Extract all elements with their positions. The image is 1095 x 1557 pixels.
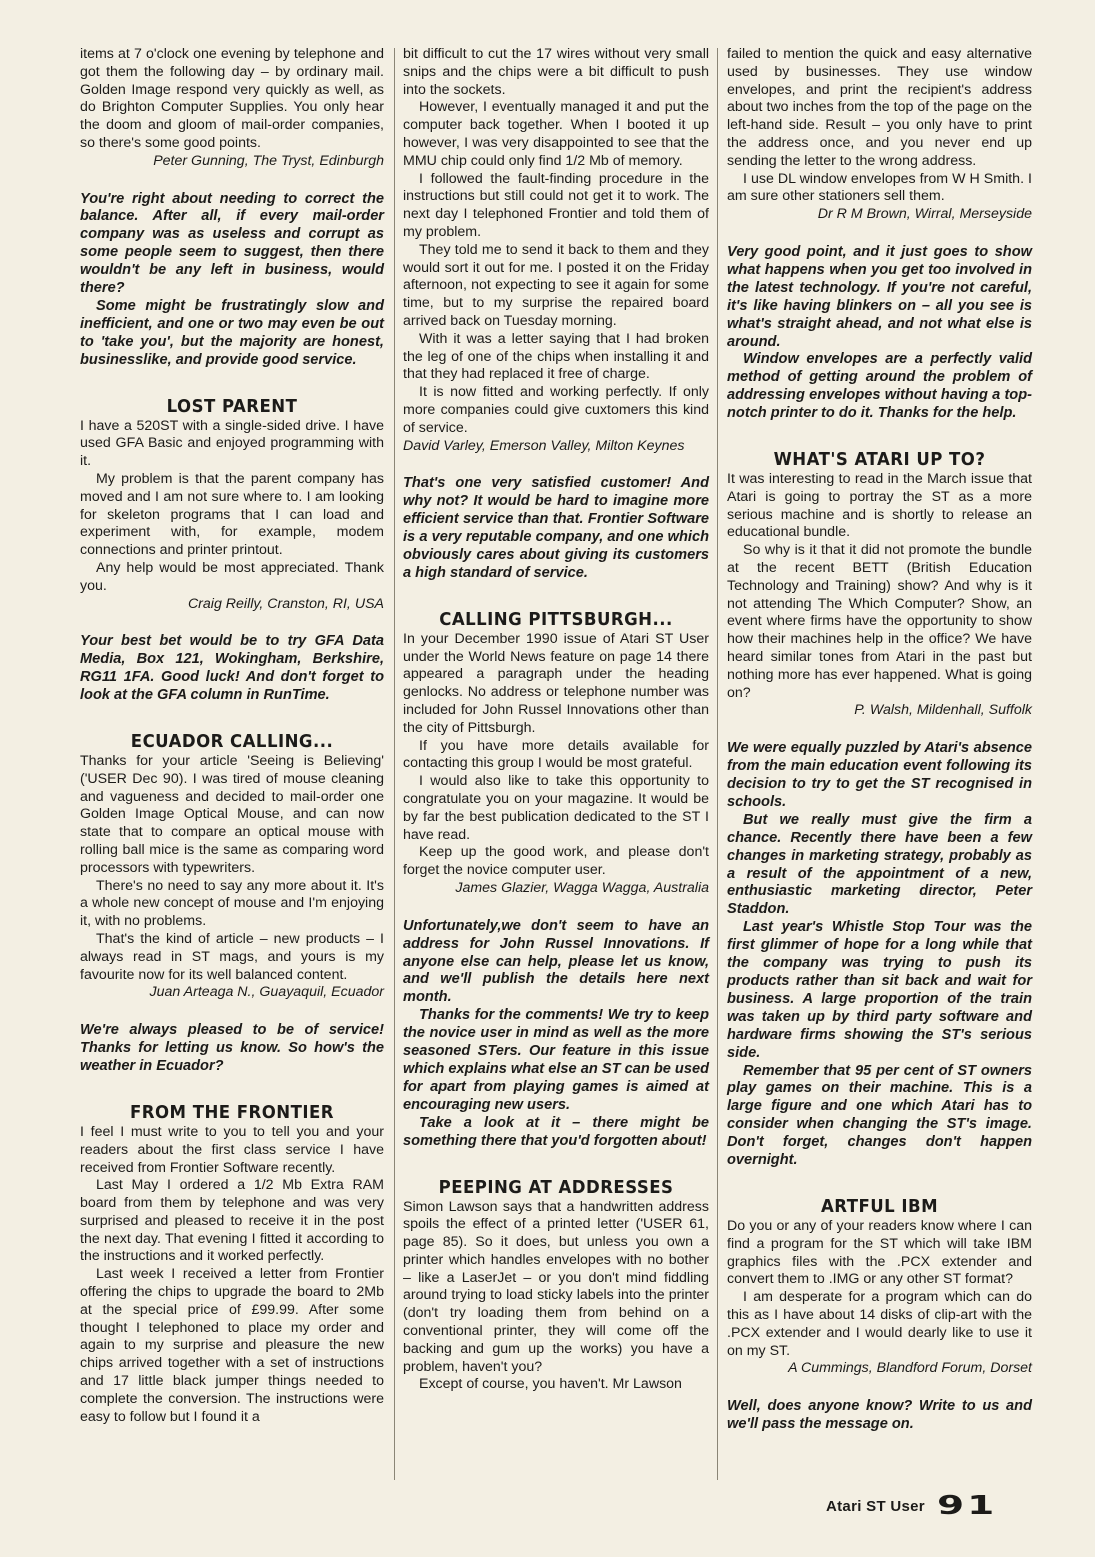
section-heading-atari: WHAT'S ATARI UP TO? (773, 449, 986, 471)
letter-paragraph: I followed the fault-finding procedure in the instructions but still could not get it to work. The next day I telephoned Frontier and told them of my problem. (403, 170, 709, 240)
column-rule (394, 48, 395, 1480)
editor-reply: That's one very satisfied customer! And why not? It would be hard to imagine more efficient service than that. Frontier Software is a very reputable company, and one which obviously cares about giving its customers a high standard of service. (403, 475, 709, 581)
letter-signature: Craig Reilly, Cranston, RI, USA (187, 595, 384, 612)
letter-paragraph: That's the kind of article – new products – I always read in ST mags, and yours is my favourite now for its well balanced content. (80, 931, 384, 983)
page-number: 91 (936, 1491, 998, 1521)
letter-paragraph: I am desperate for a program which can do this as I have about 14 disks of clip-art with the .PCX extender and I would dearly like to use it on my ST. (727, 1289, 1032, 1359)
section-heading-ecuador: ECUADOR CALLING... (130, 731, 334, 753)
letter-paragraph: However, I eventually managed it and put the computer back together. When I booted it up however, I was very disappointed to see that the MMU chip could only find 1/2 Mb of memory. (403, 99, 709, 169)
letter-paragraph: Thanks for your article 'Seeing is Believing' ('USER Dec 90). I was tired of mouse cleaning and vagueness and decided to mail-order one Golden Image Optical Mouse, and can now state that to compare an optical mouse with rolling ball mice is the same as comparing word processors with typewriters. (80, 753, 384, 876)
letter-paragraph: items at 7 o'clock one evening by telephone and got them the following day – by ordinary mail. Golden Image respond very quickly as well, as do Brighton Computer Supplies. You only hear the doom and gloom of mail-order companies, so there's some good points. (80, 46, 384, 151)
editor-reply: You're right about needing to correct the balance. After all, if every mail-order company was as useless and corrupt as some people seem to suggest, then there wouldn't be any left in business, would there? (80, 190, 384, 297)
letter-paragraph: Any help would be most appreciated. Thank you. (80, 560, 384, 594)
editor-reply: Very good point, and it just goes to show what happens when you get too involved in the latest technology. If you're not careful, it's like having blinkers on – all you see is what's straight ahead, and not what else is around. (727, 243, 1032, 350)
letter-paragraph: They told me to send it back to them and they would sort it out for me. I posted it on the Friday afternoon, not expecting to see it again for some time, but to my surprise the repaired board arrived back on Tuesday morning. (403, 241, 709, 329)
letter-signature: A Cummings, Blandford Forum, Dorset (788, 1360, 1032, 1377)
section-heading-ibm: ARTFUL IBM (820, 1195, 939, 1217)
editor-reply: We're always pleased to be of service! Thanks for letting us know. So how's the weather in Ecuador? (80, 1022, 384, 1074)
editor-reply: Remember that 95 per cent of ST owners play games on their machine. This is a large figure and one which Atari has to consider when changing the ST's image. Don't forget, changes don't happen overnight. (727, 1062, 1032, 1169)
editor-reply: We were equally puzzled by Atari's absence from the main education event following its decision to try to get the ST recognised in schools. (727, 740, 1032, 810)
letter-paragraph: I use DL window envelopes from W H Smith. I am sure other stationers sell them. (727, 170, 1032, 205)
editor-reply: Window envelopes are a perfectly valid method of getting around the problem of addressing envelopes without having a top-notch printer to do it. Thanks for the help. (727, 351, 1032, 422)
letter-signature: David Varley, Emerson Valley, Milton Keynes (403, 437, 685, 454)
letter-paragraph: Except of course, you haven't. Mr Lawson (419, 1376, 682, 1393)
letter-paragraph: It was interesting to read in the March issue that Atari is going to portray the ST as a more serious machine and is shortly to release an educational bundle. (727, 471, 1032, 541)
letter-paragraph: Keep up the good work, and please don't forget the novice computer user. (403, 844, 709, 879)
letter-paragraph: Last May I ordered a 1/2 Mb Extra RAM board from them by telephone and was very surprised and pleased to receive it in the post the next day. That evening I fitted it according to the instructions and it worked perfectly. (80, 1177, 384, 1265)
letter-paragraph: I feel I must write to you to tell you and your readers about the first class service I have received from Frontier Software recently. (80, 1123, 384, 1176)
letter-signature: P. Walsh, Mildenhall, Suffolk (854, 702, 1032, 719)
magazine-name: Atari ST User (826, 1497, 925, 1515)
letter-signature: Juan Arteaga N., Guayaquil, Ecuador (149, 984, 384, 1001)
letter-signature: Peter Gunning, The Tryst, Edinburgh (153, 152, 384, 169)
letter-paragraph: So why is it that it did not promote the bundle at the recent BETT (British Education Technology and Training) show? And why is it not attending The Which Computer? Show, an event where firms have the opportunity to show how their machines help in the office? We have heard similar tones from Atari in the past but nothing more has ever happened. What is going on? (727, 542, 1032, 701)
letter-paragraph: It is now fitted and working perfectly. If only more companies could give cuxtomers this kind of service. (403, 384, 709, 436)
letter-paragraph: bit difficult to cut the 17 wires without very small snips and the chips were a bit difficult to push into the sockets. (403, 46, 709, 98)
letter-paragraph: failed to mention the quick and easy alternative used by businesses. They use window envelopes, and print the recipient's address about two inches from the top of the page on the left-hand side. Result – you only have to print the address once, and you never end up sending the letter to the wrong address. (727, 46, 1032, 169)
editor-reply: Thanks for the comments! We try to keep the novice user in mind as well as the more seasoned STers. Our feature in this issue which explains what else an ST can be used for apart from playing games is aimed at encouraging new users. (403, 1007, 709, 1113)
editor-reply: Some might be frustratingly slow and inefficient, and one or two may even be out to 'take you', but the majority are honest, businesslike, and provide good service. (80, 298, 384, 368)
letter-paragraph: I have a 520ST with a single-sided drive. I have used GFA Basic and enjoyed programming with it. (80, 417, 384, 470)
letter-paragraph: If you have more details available for contacting this group I would be most grateful. (403, 737, 709, 772)
column-rule (717, 48, 718, 1480)
section-heading-frontier: FROM THE FRONTIER (130, 1101, 334, 1123)
column-2 (403, 46, 709, 1394)
letter-paragraph: Last week I received a letter from Frontier offering the chips to upgrade the board to 2Mb at the special price of £99.99. After some thought I telephoned to place my order and again to my surprise and pleasure the new chips arrived together with a set of instructions and 17 little black jumper things needed to complete the conversion. The instructions were easy to follow but I found it a (80, 1266, 384, 1425)
letter-paragraph: Do you or any of your readers know where I can find a program for the ST which will take IBM graphics files with the .PCX extender and convert them to .IMG or any other ST format? (727, 1217, 1032, 1288)
letter-signature: Dr R M Brown, Wirral, Merseyside (817, 206, 1032, 223)
letter-paragraph: There's no need to say any more about it. It's a whole new concept of mouse and I'm enjoying it, with no problems. (80, 877, 384, 930)
editor-reply: But we really must give the firm a chance. Recently there have been a few changes in marketing strategy, probably as a result of the appointment of a new, enthusiastic marketing director, Peter Staddon. (727, 811, 1032, 918)
editor-reply: Last year's Whistle Stop Tour was the first glimmer of hope for a long while that the company was trying to push its products rather than sit back and wait for business. A large proportion of the train was taken up by third party software and hardware firms showing the ST's serious side. (727, 919, 1032, 1061)
letter-signature: James Glazier, Wagga Wagga, Australia (455, 879, 709, 896)
letter-paragraph: Simon Lawson says that a handwritten address spoils the effect of a printed letter ('USER 61, page 85). So it does, but unless you own a printer which handles envelopes with no bother – like a LaserJet – or you don't mind fiddling around trying to load sticky labels into the printer (don't try loading them from behind on a conventional printer, they will come off the backing and gum up the works) you have a problem, haven't you? (403, 1198, 709, 1375)
letter-paragraph: My problem is that the parent company has moved and I am not sure where to. I am looking for skeleton programs that I can load and experiment with, for example, modem connections and printer printout. (80, 471, 384, 559)
editor-reply: Unfortunately,we don't seem to have an address for John Russel Innovations. If anyone else can help, please let us know, and we'll publish the details here next month. (403, 917, 709, 1006)
column-1 (80, 46, 384, 1426)
editor-reply: Well, does anyone know? Write to us and we'll pass the message on. (727, 1398, 1032, 1433)
letter-paragraph: I would also like to take this opportunity to congratulate you on your magazine. It would be by far the best publication dedicated to the ST I have read. (403, 773, 709, 843)
letter-paragraph: In your December 1990 issue of Atari ST User under the World News feature on page 14 there appeared a paragraph under the heading genlocks. No address or telephone number was included for John Russel Innovations other than the city of Pittsburgh. (403, 630, 709, 736)
editor-reply: Take a look at it – there might be something there that you'd forgotten about! (403, 1114, 709, 1149)
page-footer (826, 1491, 998, 1521)
letter-paragraph: With it was a letter saying that I had broken the leg of one of the chips when installing it and that they had replaced it free of charge. (403, 330, 709, 383)
section-heading-peeping: PEEPING AT ADDRESSES (438, 1176, 674, 1198)
column-3 (727, 46, 1032, 1434)
section-heading-pittsburgh: CALLING PITTSBURGH... (439, 608, 673, 630)
editor-reply: Your best bet would be to try GFA Data Media, Box 121, Wokingham, Berkshire, RG11 1FA. Good luck! And don't forget to look at the GFA column in RunTime. (80, 633, 384, 704)
section-heading-lost-parent: LOST PARENT (166, 395, 298, 417)
